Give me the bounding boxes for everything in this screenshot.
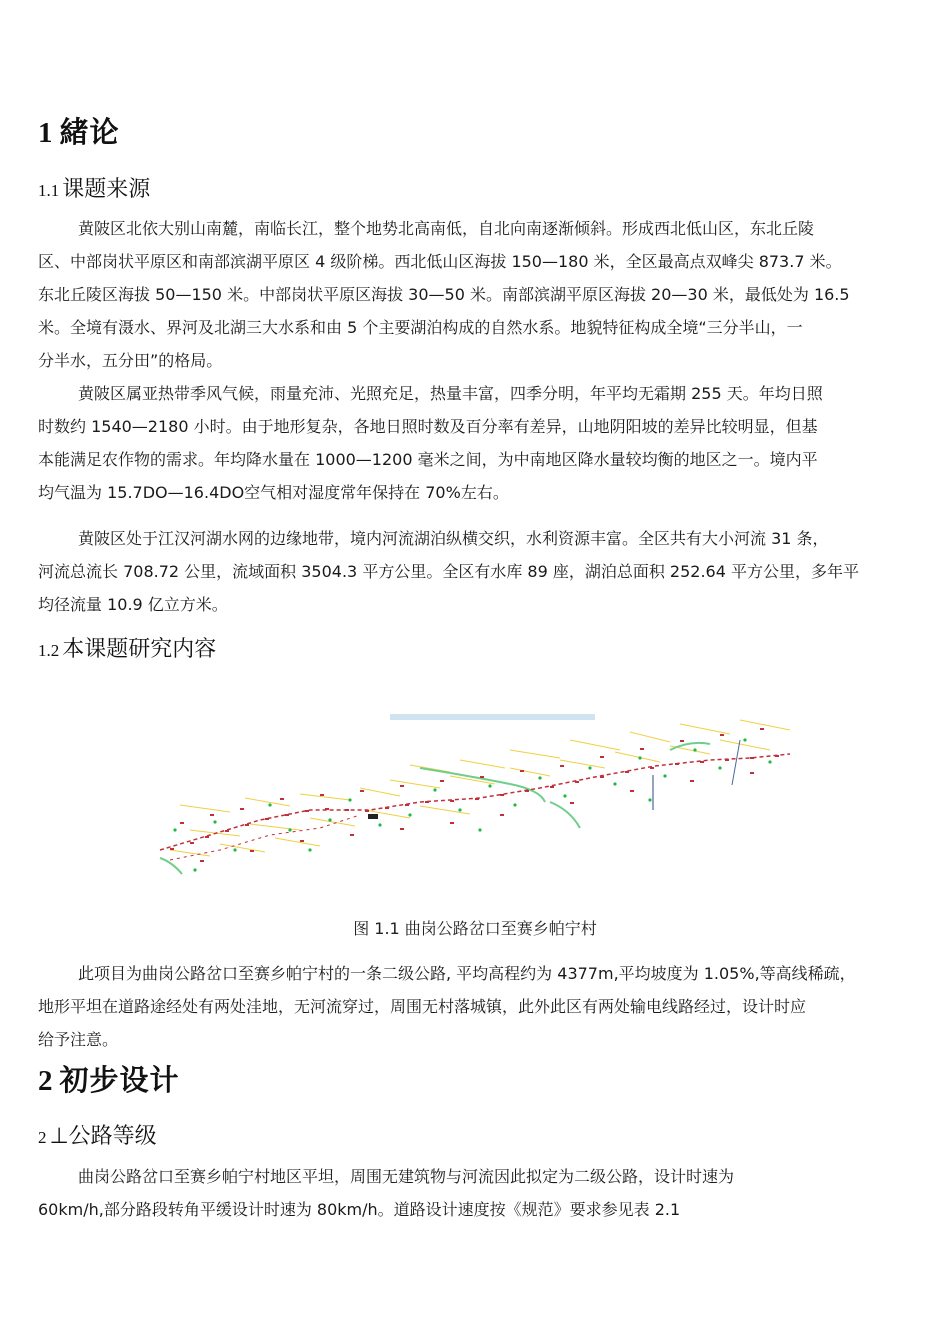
text-line: 均气温为 15.7DO—16.4DO空气相对湿度常年保持在 70%左右。 (38, 483, 509, 502)
paragraph-terrain (38, 212, 914, 377)
text-line: 东北丘陵区海拔 50—150 米。中部岗状平原区海拔 30—50 米。南部滨湖平原区海拔 20—30 米，最低处为 16.5 (38, 285, 850, 304)
text-line: 给予注意。 (38, 1030, 119, 1049)
text-line: 60km/h,部分路段转角平缓设计时速为 80km/h。道路设计速度按《规范》要求参见表 2.1 (38, 1200, 681, 1219)
section-title: 本课题研究内容 (62, 637, 217, 662)
section-number: 2 (38, 1128, 47, 1147)
section-2-1-heading (38, 1119, 157, 1150)
figure-title-strip (390, 714, 595, 720)
paragraph-road-grade (38, 1160, 914, 1226)
section-title: 课题来源 (62, 177, 151, 202)
chapter-number: 1 (38, 117, 54, 149)
text-line: 此项目为曲岗公路岔口至赛乡帕宁村的一条二级公路, 平均高程约为 4377m,平均坡度为 1.05%,等高线稀疏， (78, 964, 856, 983)
section-number: 1.1 (38, 181, 60, 200)
route-line (160, 754, 790, 850)
chapter-number: 2 (38, 1065, 54, 1097)
text-line: 区、中部岗状平原区和南部滨湖平原区 4 级阶梯。西北低山区海拔 150—180 米，全区最高点双峰尖 873.7 米。 (38, 252, 842, 271)
chapter-title: 初步设计 (59, 1063, 180, 1097)
text-line: 本能满足农作物的需求。年均降水量在 1000—1200 毫米之间，为中南地区降水量较均衡的地区之一。境内平 (38, 450, 818, 469)
section-title: 公路等级 (68, 1124, 157, 1149)
text-line: 时数约 1540—2180 小时。由于地形复杂，各地日照时数及百分率有差异，山地阴阳坡的差异比较明显，但基 (38, 417, 818, 436)
section-number-mark: ⊥ (49, 1124, 69, 1149)
chapter-2-heading (38, 1058, 180, 1099)
figure-caption: 图 1.1 曲岗公路岔口至赛乡帕宁村 (353, 919, 597, 938)
structure-marks (368, 740, 740, 819)
section-1-2-heading (38, 632, 216, 663)
text-line: 均径流量 10.9 亿立方米。 (38, 595, 228, 614)
chapter-1-heading (38, 110, 120, 151)
paragraph-water (38, 522, 914, 621)
text-line: 黄陂区属亚热带季风气候，雨量充沛、光照充足，热量丰富，四季分明，年平均无霜期 255 天。年均日照 (78, 384, 823, 403)
chapter-title: 緒论 (59, 115, 120, 149)
route-map-figure (150, 710, 800, 885)
text-line: 黄陂区北依大别山南麓，南临长江，整个地势北高南低，自北向南逐渐倾斜。形成西北低山区，东北丘陵 (78, 219, 815, 238)
text-line: 黄陂区处于江汉河湖水网的边缘地带，境内河流湖泊纵横交织，水利资源丰富。全区共有大小河流 31 条， (78, 529, 829, 548)
section-number: 1.2 (38, 641, 60, 660)
text-line: 地形平坦在道路途经处有两处洼地，无河流穿过，周围无村落城镇，此外此区有两处输电线路经过，设计时应 (38, 997, 807, 1016)
paragraph-project (38, 957, 914, 1056)
text-line: 米。全境有滠水、界河及北湖三大水系和由 5 个主要湖泊构成的自然水系。地貌特征构成全境“三分半山，一 (38, 318, 803, 337)
text-line: 曲岗公路岔口至赛乡帕宁村地区平坦，周围无建筑物与河流因此拟定为二级公路，设计时速为 (78, 1167, 735, 1186)
text-line: 分半水，五分田”的格局。 (38, 351, 223, 370)
paragraph-climate (38, 377, 914, 509)
route-markers (170, 728, 779, 862)
text-line: 河流总流长 708.72 公里，流域面积 3504.3 平方公里。全区有水库 89 座，湖泊总面积 252.64 平方公里，多年平 (38, 562, 860, 581)
contour-lines (170, 720, 790, 856)
section-1-1-heading (38, 172, 150, 203)
